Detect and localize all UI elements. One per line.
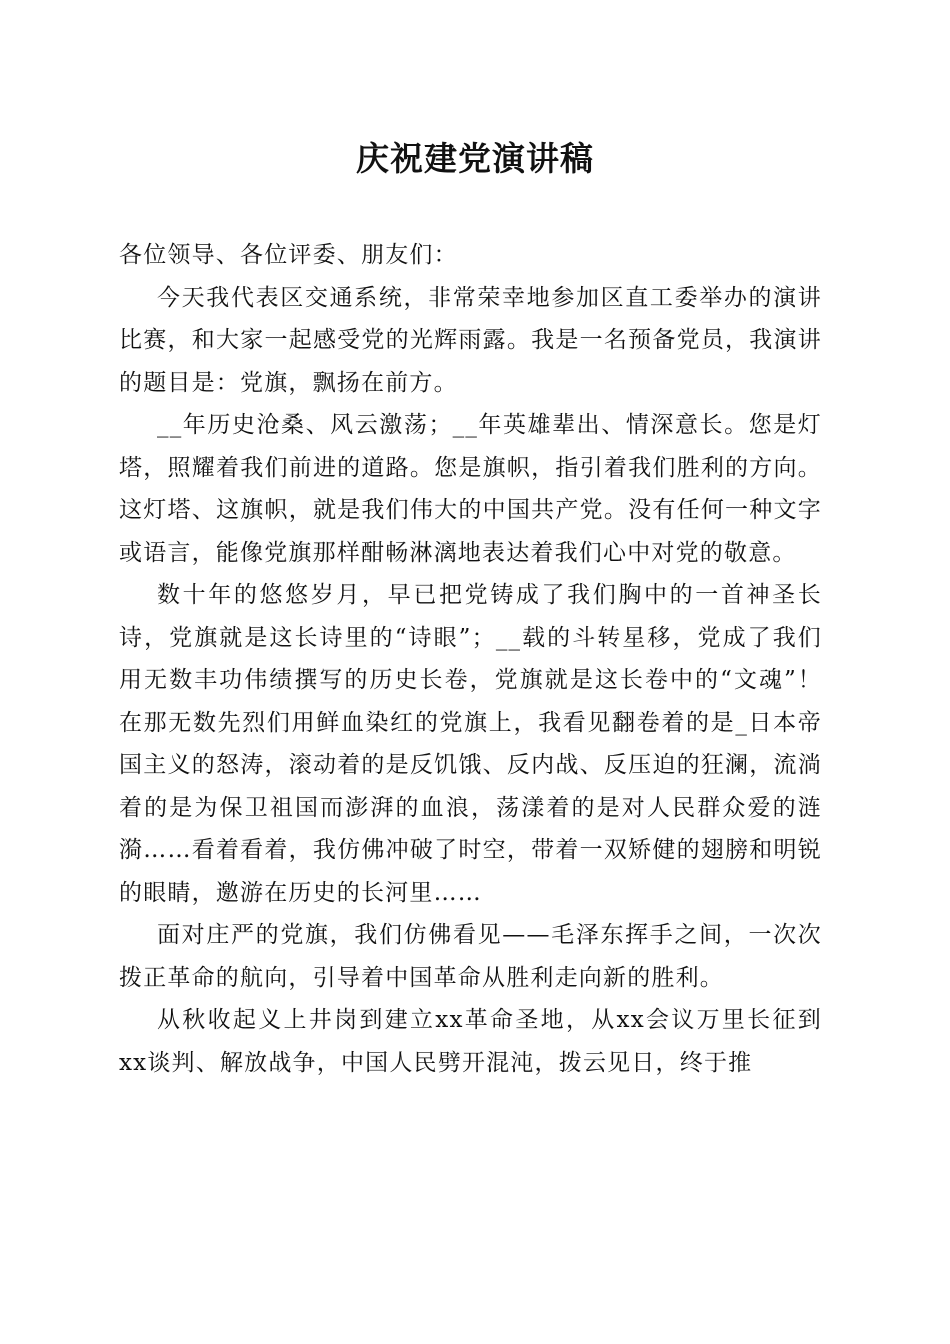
paragraph: __年历史沧桑、风云激荡；__年英雄辈出、情深意长。您是灯塔，照耀着我们前进的道路。您是旗帜，指引着我们胜利的方向。这灯塔、这旗帜，就是我们伟大的中国共产党。没有任何一种文字或语言，能像党旗那样酣畅淋漓地表达着我们心中对党的敬意。 — [119, 412, 822, 566]
paragraph: 数十年的悠悠岁月，早已把党铸成了我们胸中的一首神圣长诗，党旗就是这长诗里的“诗眼”；__载的斗转星移，党成了我们用无数丰功伟绩撰写的历史长卷，党旗就是这长卷中的“文魂”！在那无数先烈们用鲜血染红的党旗上，我看见翻卷着的是_日本帝国主义的怒涛，滚动着的是反饥饿、反内战、反压迫的狂澜，流淌着的是为保卫祖国而澎湃的血浪，荡漾着的是对人民群众爱的涟漪……看着看着，我仿佛冲破了时空，带着一双矫健的翅膀和明锐的眼睛，邀游在历史的长河里…… — [119, 582, 822, 906]
document-title: 庆祝建党演讲稿 — [356, 139, 594, 178]
salutation: 各位领导、各位评委、朋友们： — [119, 242, 458, 268]
paragraph: 面对庄严的党旗，我们仿佛看见——毛泽东挥手之间，一次次拨正革命的航向，引导着中国革命从胜利走向新的胜利。 — [119, 922, 822, 991]
paragraph: 从秋收起义上井岗到建立xx革命圣地，从xx会议万里长征到xx谈判、解放战争，中国人民劈开混沌，拨云见日，终于推 — [119, 1007, 822, 1076]
document-body — [119, 234, 822, 1084]
paragraph: 今天我代表区交通系统，非常荣幸地参加区直工委举办的演讲比赛，和大家一起感受党的光辉雨露。我是一名预备党员，我演讲的题目是：党旗，飘扬在前方。 — [119, 284, 822, 396]
